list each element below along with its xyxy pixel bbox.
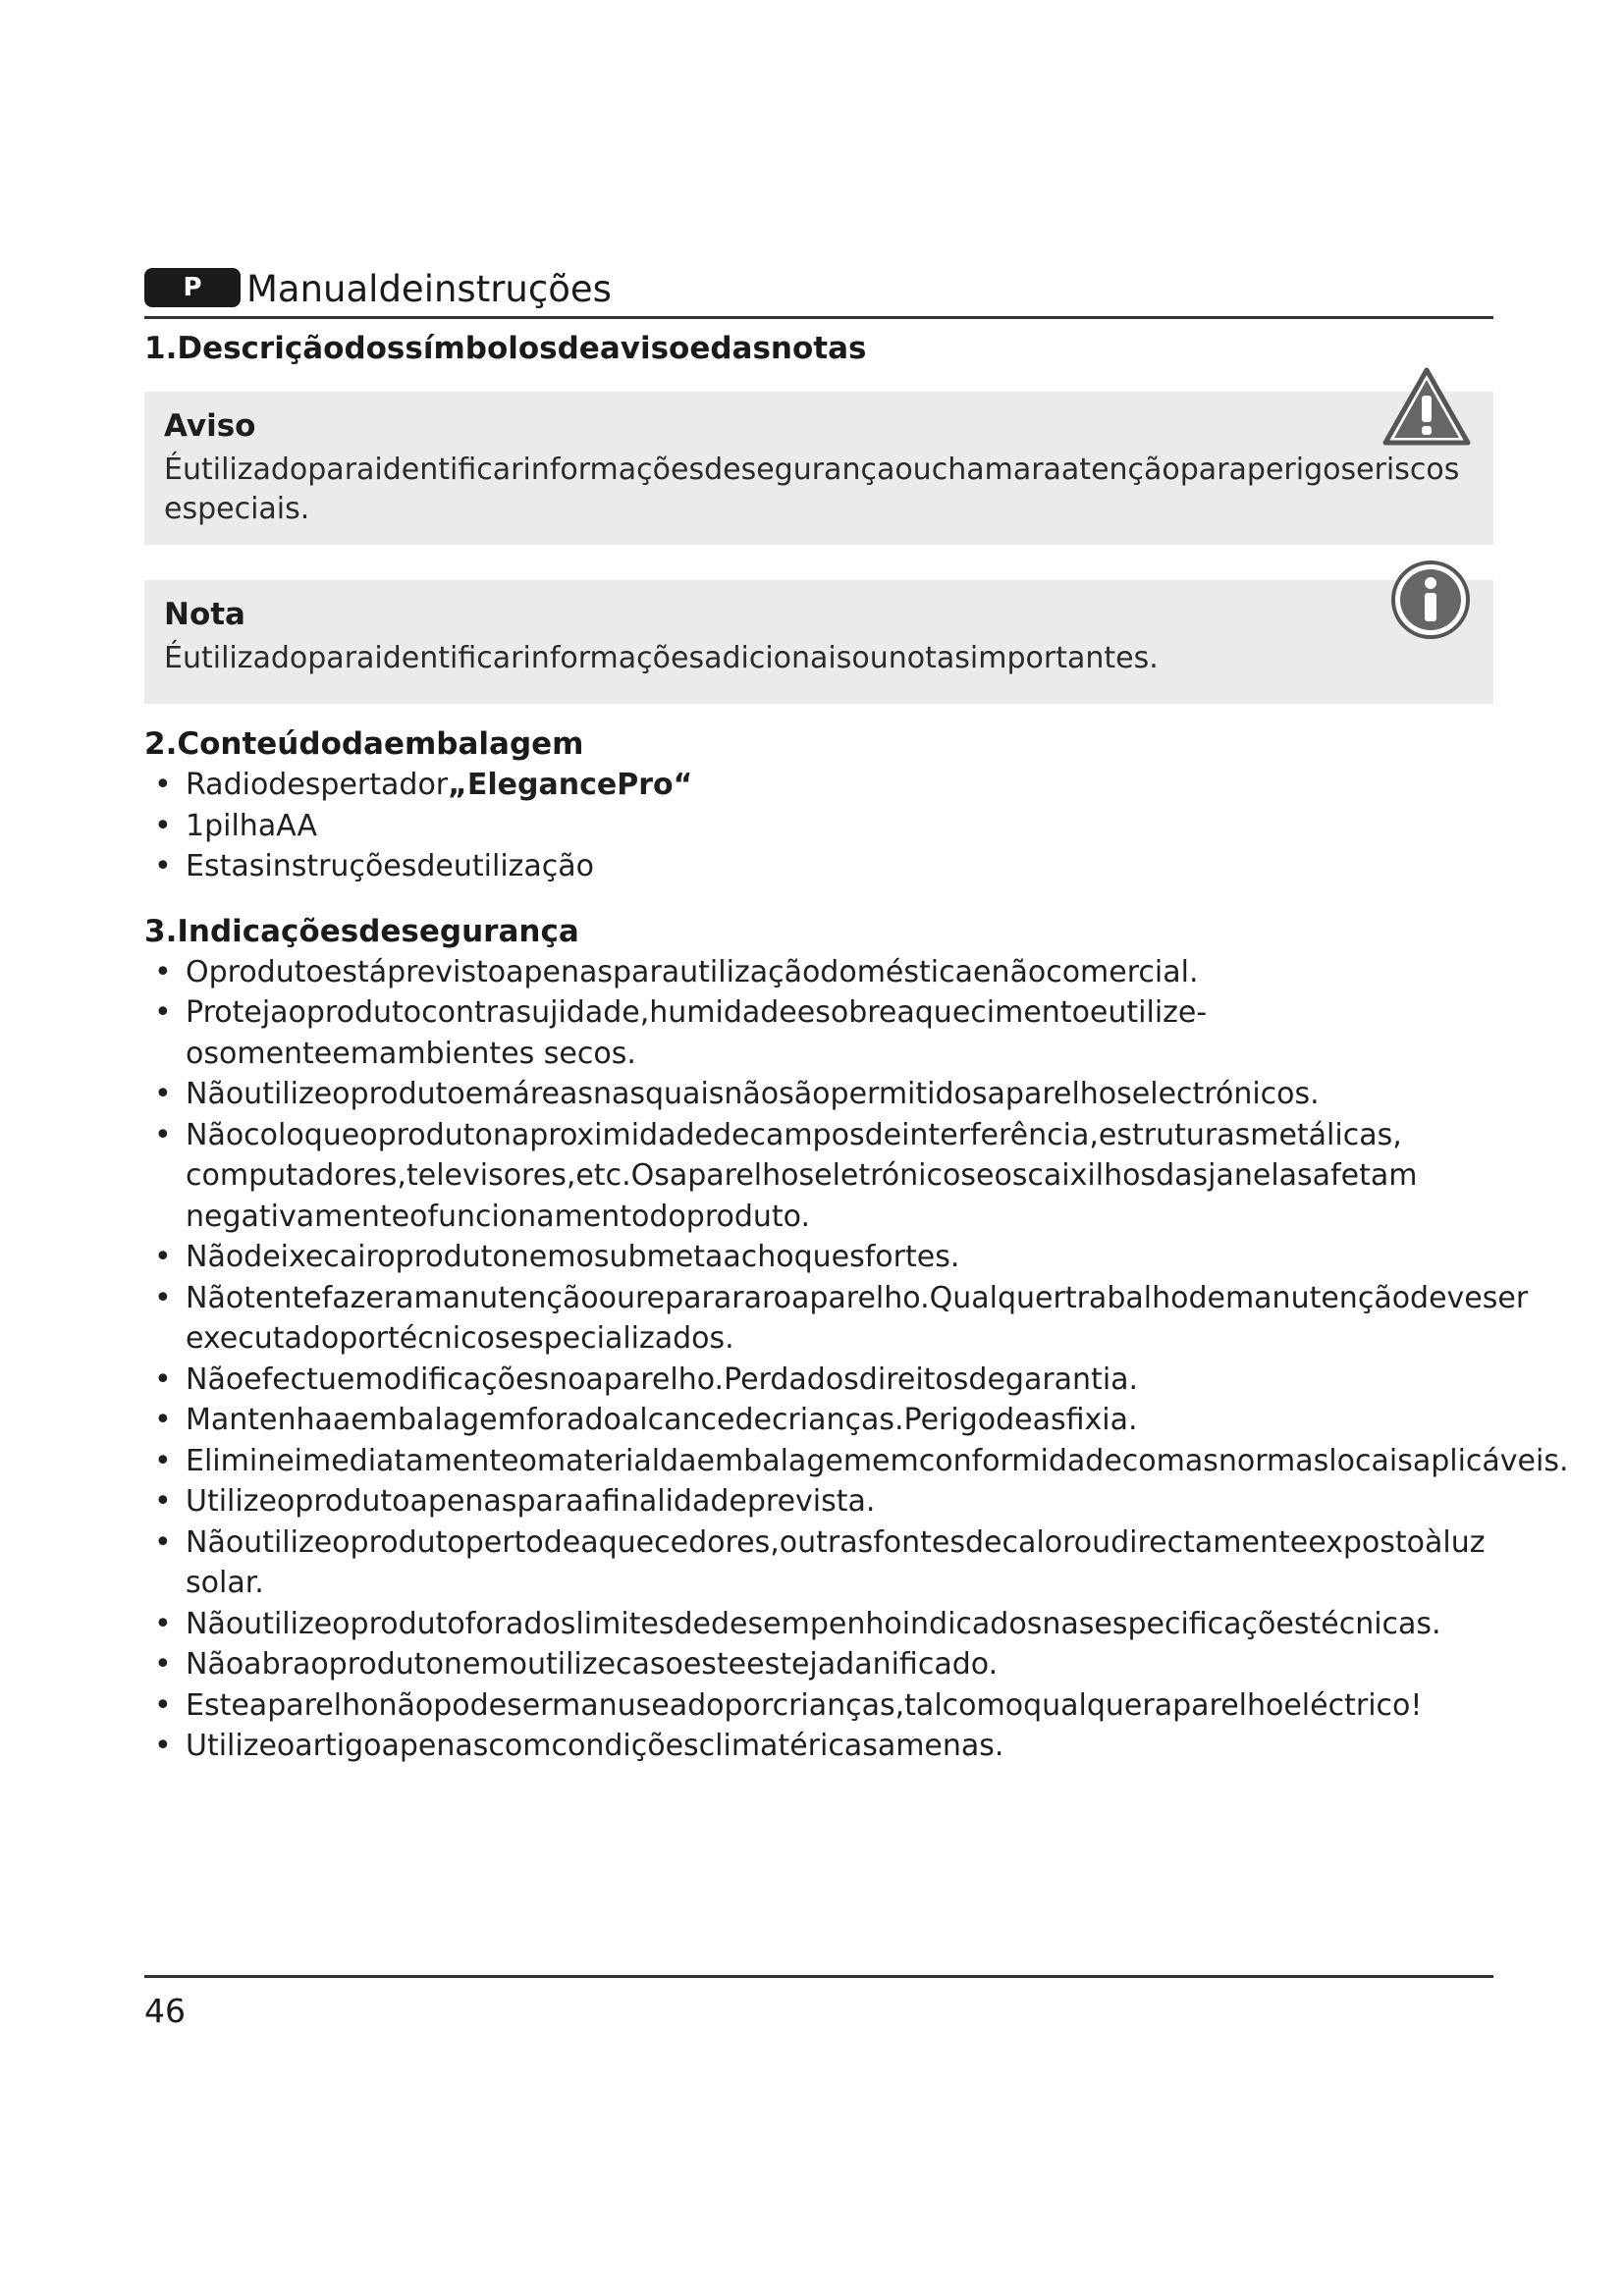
section-1-title: 1.Descriçãodossímbolosdeavisoedasnotas [144, 331, 867, 366]
note-title: Nota [164, 597, 245, 632]
list-item: • Nãoefectuemodificaçõesnoaparelho.Perdadosdireitosdegarantia. [144, 1360, 1493, 1401]
header-divider [144, 316, 1493, 319]
info-circle-icon [1389, 559, 1472, 641]
list-item: • Esteaparelhonãopodesermanuseadoporcrianças,talcomoqualqueraparelhoeléctrico! [144, 1685, 1493, 1727]
section-3-title: 3.Indicaçõesdesegurança [144, 913, 579, 949]
list-item: • Nãoutilizeoprodutoforadoslimitesdedesempenhoindicadosnasespecificaçõestécnicas. [144, 1604, 1493, 1645]
document-header [144, 265, 1493, 314]
list-item: • Elimineimediatamenteomaterialdaembalagememconformidadecomasnormaslocaisaplicáveis. [144, 1441, 1493, 1482]
list-item: • Protejaoprodutocontrasujidade,humidadeesobreaquecimentoeutilize-osomenteemambientes secos. [144, 992, 1493, 1074]
list-item: • Mantenhaaembalagemforadoalcancedecrianças.Perigodeasfixia. [144, 1400, 1493, 1441]
list-item: • Nãoutilizeoprodutoemáreasnasquaisnãosãopermitidosaparelhoselectrónicos. [144, 1074, 1493, 1115]
list-item: • 1pilhaAA [144, 806, 1493, 847]
list-item: • Utilizeoartigoapenascomcondiçõesclimatéricasamenas. [144, 1726, 1493, 1767]
list-item: • Estasinstruçõesdeutilização [144, 846, 1493, 887]
warning-triangle-icon [1381, 366, 1472, 449]
warning-box [144, 392, 1493, 545]
package-contents-list [144, 765, 1493, 887]
list-item: • Nãocoloqueoprodutonaproximidadedecamposdeinterferência,estruturasmetálicas, computadores,televisores,etc.Osaparelhoseletrónicoseoscaixilhosdasjanelasafetam negativamenteofuncionamentodoproduto. [144, 1115, 1493, 1238]
safety-list [144, 952, 1569, 1767]
note-box [144, 580, 1493, 704]
section-3 [144, 911, 1569, 1767]
page-number: 46 [144, 1992, 186, 2030]
page-footer [144, 1975, 1493, 2033]
footer-divider [144, 1975, 1493, 1978]
document-title: Manualdeinstruções [246, 268, 612, 310]
product-name: „ElegancePro“ [448, 768, 693, 802]
section-2 [144, 723, 1493, 887]
list-item: • Nãoabraoprodutonemoutilizecasoesteestejadanificado. [144, 1644, 1493, 1685]
note-text: Éutilizadoparaidentificarinformaçõesadicionaisounotasimportantes. [164, 641, 1159, 675]
list-item: • Nãodeixecairoprodutonemosubmetaachoquesfortes. [144, 1237, 1493, 1278]
warning-text: Éutilizadoparaidentificarinformaçõesdesegurançaouchamaraatençãoparaperigoseriscos especiais. [164, 453, 1460, 526]
language-badge: P [144, 268, 241, 307]
list-item [144, 765, 1493, 806]
list-item-text: Radiodespertador [186, 768, 449, 802]
section-2-title: 2.Conteúdodaembalagem [144, 726, 584, 762]
list-item: • Nãoutilizeoprodutopertodeaquecedores,outrasfontesdecaloroudirectamenteexpostoàluz solar. [144, 1522, 1493, 1604]
page-content [144, 265, 1569, 1767]
list-item: • Oprodutoestáprevistoapenasparautilizaçãodomésticaenãocomercial. [144, 952, 1493, 993]
list-item: • Nãotentefazeramanutençãooureparararoaparelho.Qualquertrabalhodemanutençãodeveser executadoportécnicosespecializados. [144, 1278, 1493, 1360]
list-item: • Utilizeoprodutoapenasparaafinalidadeprevista. [144, 1481, 1493, 1522]
warning-title: Aviso [164, 408, 256, 444]
